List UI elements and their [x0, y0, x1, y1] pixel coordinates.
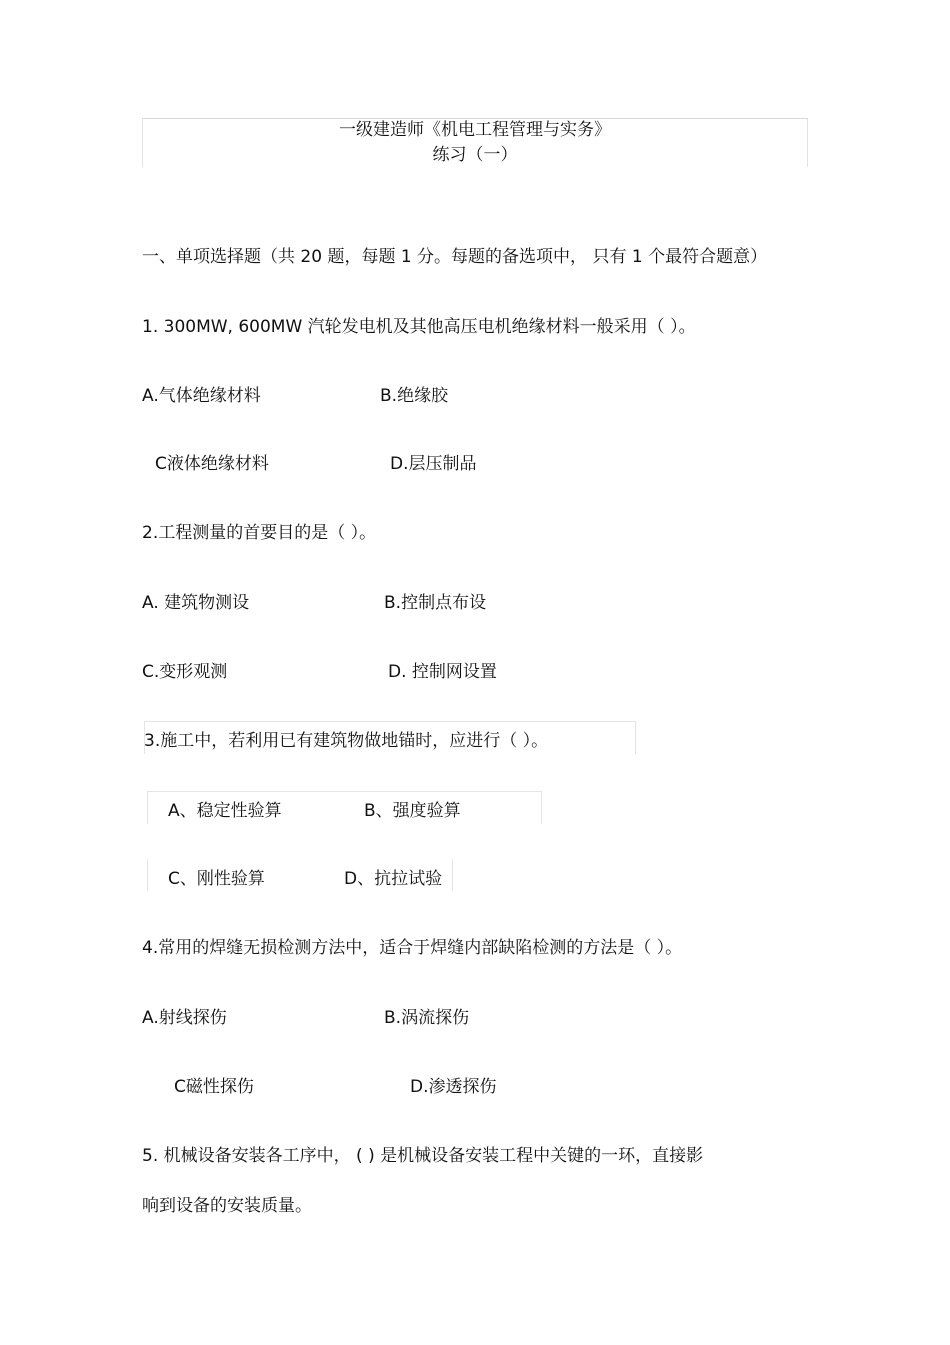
- question-3-stem: 3.施工中，若利用已有建筑物做地锚时，应进行（ ）。: [144, 731, 549, 751]
- question-1-option-a: A.气体绝缘材料: [142, 386, 261, 406]
- question-4-option-d: D.渗透探伤: [410, 1077, 497, 1097]
- question-1-option-b: B.绝缘胶: [380, 386, 449, 406]
- question-2-option-c: C.变形观测: [142, 662, 228, 682]
- section-heading: 一、单项选择题（共 20 题，每题 1 分。每题的备选项中， 只有 1 个最符合题意）: [142, 247, 768, 267]
- question-4-option-a: A.射线探伤: [142, 1008, 227, 1028]
- question-3-option-a: A、稳定性验算: [168, 801, 282, 821]
- document-title: 一级建造师《机电工程管理与实务》: [339, 120, 611, 140]
- question-2-option-d: D. 控制网设置: [388, 662, 497, 682]
- question-2-option-b: B.控制点布设: [384, 593, 487, 613]
- question-2-option-a: A. 建筑物测设: [142, 593, 250, 613]
- question-4-stem: 4.常用的焊缝无损检测方法中，适合于焊缝内部缺陷检测的方法是（ ）。: [142, 938, 683, 958]
- question-5-stem-line-2: 响到设备的安装质量。: [142, 1196, 312, 1216]
- question-5-stem-line-1: 5. 机械设备安装各工序中， ( ) 是机械设备安装工程中关键的一环，直接影: [142, 1146, 704, 1166]
- question-3-option-c: C、刚性验算: [168, 869, 265, 889]
- question-3-option-b: B、强度验算: [364, 801, 461, 821]
- document-subtitle: 练习（一）: [432, 145, 518, 165]
- question-4-option-c: C磁性探伤: [174, 1077, 254, 1097]
- question-1-stem: 1. 300MW, 600MW 汽轮发电机及其他高压电机绝缘材料一般采用（ ）。: [142, 317, 696, 337]
- question-1-option-c: C液体绝缘材料: [155, 454, 269, 474]
- question-3-option-d: D、抗拉试验: [344, 869, 443, 889]
- question-2-stem: 2.工程测量的首要目的是（ ）。: [142, 523, 377, 543]
- question-1-option-d: D.层压制品: [390, 454, 477, 474]
- question-4-option-b: B.涡流探伤: [384, 1008, 470, 1028]
